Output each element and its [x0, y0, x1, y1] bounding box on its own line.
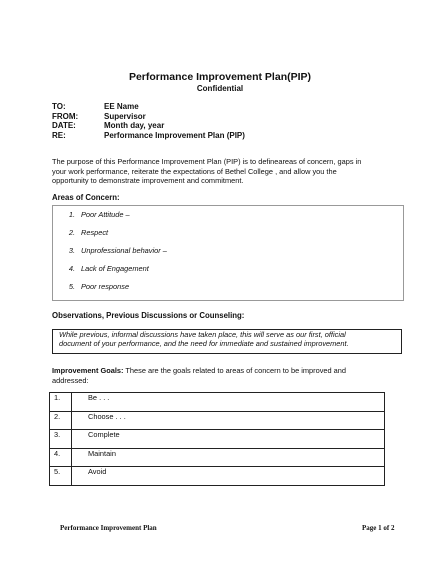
memo-to-label: TO: [52, 102, 66, 111]
concern-text: Unprofessional behavior – [81, 246, 167, 255]
purpose-paragraph [52, 157, 392, 186]
concern-text: Lack of Engagement [81, 264, 149, 273]
concern-number: 1. [68, 210, 75, 219]
footer-document-name: Performance Improvement Plan [60, 524, 157, 532]
memo-re-row [52, 131, 245, 141]
concern-number: 2. [68, 228, 75, 237]
goal-text: Choose . . . [72, 411, 385, 430]
memo-to-value: EE Name [104, 102, 139, 111]
goal-text: Be . . . [72, 393, 385, 412]
goal-text: Avoid [72, 467, 385, 486]
goal-number: 5. [50, 467, 72, 486]
purpose-line: your work performance, reiterate the expectations of Bethel College , and allow you the [52, 166, 337, 176]
document-subtitle: Confidential [196, 84, 244, 93]
concern-item [61, 210, 130, 219]
memo-from-value: Supervisor [104, 111, 146, 121]
observations-heading: Observations, Previous Discussions or Counseling: [52, 311, 245, 320]
concern-text: Poor response [81, 282, 130, 291]
observations-line: While previous, informal discussions have taken place, this will serve as our first, official [59, 330, 346, 339]
improvement-goals-description: These are the goals related to areas of concern to be improved and [123, 366, 347, 375]
concern-number: 5. [68, 282, 75, 291]
purpose-line: opportunity to demonstrate improvement and commitment. [52, 176, 244, 186]
improvement-goals-description-cont: addressed: [52, 375, 89, 385]
memo-re-value: Performance Improvement Plan (PIP) [104, 130, 245, 140]
document-title: Performance Improvement Plan(PIP) [128, 71, 312, 83]
memo-header [52, 102, 245, 140]
goal-row [50, 467, 385, 486]
memo-date-row [52, 121, 245, 131]
goal-number: 4. [50, 448, 72, 467]
concern-text: Poor Attitude – [81, 210, 130, 219]
memo-date-label: DATE: [52, 121, 76, 130]
purpose-line: The purpose of this Performance Improvement Plan (PIP) is to defineareas of concern, gaps in [52, 157, 362, 166]
memo-from-row [52, 112, 245, 122]
improvement-goals-heading: Improvement Goals: [52, 366, 124, 375]
concern-item [61, 228, 108, 237]
memo-date-value: Month day, year [104, 121, 165, 130]
concern-number: 4. [68, 264, 75, 273]
improvement-goals-table [49, 392, 385, 486]
areas-of-concern-box [52, 205, 404, 301]
goal-number: 3. [50, 430, 72, 449]
memo-re-label: RE: [52, 130, 66, 140]
footer-page-number: Page 1 of 2 [362, 524, 395, 532]
improvement-goals-intro [52, 366, 392, 385]
concern-item [61, 264, 149, 273]
memo-to-row [52, 102, 245, 112]
concern-item [61, 246, 167, 255]
goal-row [50, 448, 385, 467]
goal-text: Maintain [72, 448, 385, 467]
goal-text: Complete [72, 430, 385, 449]
observations-line: document of your performance, and the need for immediate and sustained improvement. [59, 339, 349, 349]
goal-row [50, 430, 385, 449]
goal-row [50, 393, 385, 412]
concern-text: Respect [81, 228, 109, 237]
observations-box [52, 329, 402, 354]
goal-number: 1. [50, 393, 72, 412]
memo-from-label: FROM: [52, 111, 79, 121]
concern-item [61, 282, 129, 291]
goal-number: 2. [50, 411, 72, 430]
areas-of-concern-heading: Areas of Concern: [52, 193, 120, 202]
concern-number: 3. [68, 246, 75, 255]
goal-row [50, 411, 385, 430]
